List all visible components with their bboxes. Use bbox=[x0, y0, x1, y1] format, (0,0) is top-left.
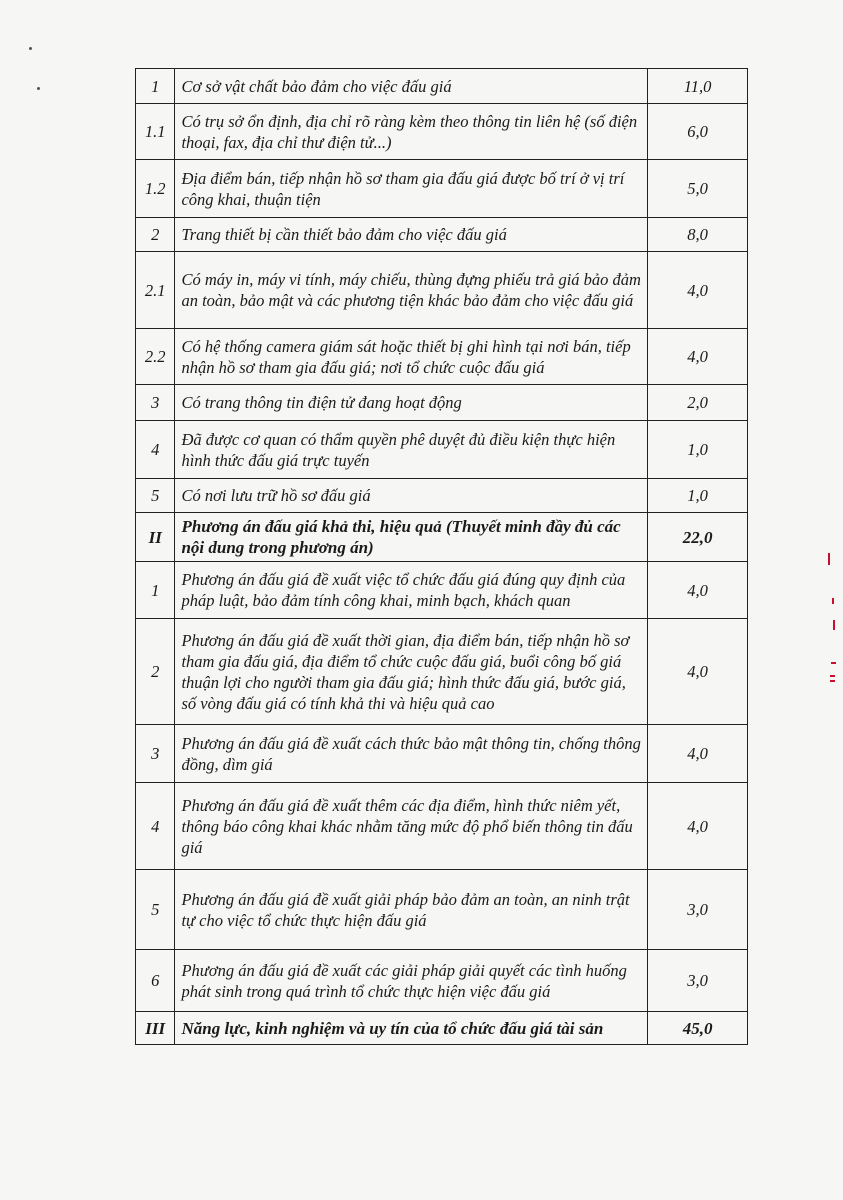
row-number: II bbox=[136, 513, 175, 562]
row-number: 4 bbox=[136, 783, 175, 870]
table-row bbox=[136, 252, 748, 329]
row-score: 4,0 bbox=[648, 619, 748, 725]
scan-speck bbox=[37, 87, 40, 90]
row-content: Phương án đấu giá đề xuất thời gian, địa điểm bán, tiếp nhận hồ sơ tham gia đấu giá, địa điểm tổ chức cuộc đấu giá, buổi công bố giá thuận lợi cho người tham gia đấu giá; hình thức đấu giá, bước giá, số vòng đấu giá có tính khả thi và hiệu quả cao bbox=[175, 619, 648, 725]
row-content: Phương án đấu giá đề xuất thêm các địa điểm, hình thức niêm yết, thông báo công khai khác nhằm tăng mức độ phổ biến thông tin đấu giá bbox=[175, 783, 648, 870]
row-number: 1.2 bbox=[136, 160, 175, 218]
row-score: 22,0 bbox=[648, 513, 748, 562]
row-content: Có hệ thống camera giám sát hoặc thiết bị ghi hình tại nơi bán, tiếp nhận hồ sơ tham gia đấu giá; nơi tổ chức cuộc đấu giá bbox=[175, 329, 648, 385]
row-content: Phương án đấu giá đề xuất việc tổ chức đấu giá đúng quy định của pháp luật, bảo đảm tính công khai, minh bạch, khách quan bbox=[175, 562, 648, 619]
edge-mark bbox=[831, 662, 836, 664]
row-score: 3,0 bbox=[648, 950, 748, 1012]
row-content: Có trụ sở ổn định, địa chỉ rõ ràng kèm theo thông tin liên hệ (số điện thoại, fax, địa chỉ thư điện tử...) bbox=[175, 104, 648, 160]
row-score: 3,0 bbox=[648, 870, 748, 950]
row-score: 4,0 bbox=[648, 329, 748, 385]
table-row bbox=[136, 562, 748, 619]
row-score: 2,0 bbox=[648, 385, 748, 421]
row-score: 4,0 bbox=[648, 783, 748, 870]
edge-mark bbox=[832, 598, 834, 604]
row-score: 5,0 bbox=[648, 160, 748, 218]
row-content: Có máy in, máy vi tính, máy chiếu, thùng đựng phiếu trả giá bảo đảm an toàn, bảo mật và các phương tiện khác bảo đảm cho việc đấu giá bbox=[175, 252, 648, 329]
table-row bbox=[136, 513, 748, 562]
row-content: Trang thiết bị cần thiết bảo đảm cho việc đấu giá bbox=[175, 218, 648, 252]
row-score: 45,0 bbox=[648, 1012, 748, 1045]
row-score: 4,0 bbox=[648, 562, 748, 619]
edge-mark bbox=[828, 553, 830, 565]
row-number: 3 bbox=[136, 725, 175, 783]
table-row bbox=[136, 69, 748, 104]
row-content: Đã được cơ quan có thẩm quyền phê duyệt đủ điều kiện thực hiện hình thức đấu giá trực tuyến bbox=[175, 421, 648, 479]
row-content: Phương án đấu giá đề xuất giải pháp bảo đảm an toàn, an ninh trật tự cho việc tổ chức thực hiện đấu giá bbox=[175, 870, 648, 950]
row-number: 4 bbox=[136, 421, 175, 479]
row-score: 8,0 bbox=[648, 218, 748, 252]
row-score: 4,0 bbox=[648, 252, 748, 329]
table-row bbox=[136, 385, 748, 421]
row-content: Phương án đấu giá khả thi, hiệu quả (Thuyết minh đầy đủ các nội dung trong phương án) bbox=[175, 513, 648, 562]
table-row bbox=[136, 479, 748, 513]
row-score: 11,0 bbox=[648, 69, 748, 104]
table-row bbox=[136, 218, 748, 252]
criteria-table bbox=[135, 68, 748, 1045]
row-content: Năng lực, kinh nghiệm và uy tín của tổ chức đấu giá tài sản bbox=[175, 1012, 648, 1045]
row-number: 5 bbox=[136, 479, 175, 513]
table-row bbox=[136, 1012, 748, 1045]
row-number: 1 bbox=[136, 69, 175, 104]
table-row bbox=[136, 950, 748, 1012]
row-number: 3 bbox=[136, 385, 175, 421]
row-score: 1,0 bbox=[648, 479, 748, 513]
row-number: 1.1 bbox=[136, 104, 175, 160]
table-row bbox=[136, 619, 748, 725]
row-number: 5 bbox=[136, 870, 175, 950]
edge-mark bbox=[833, 620, 835, 630]
row-content: Phương án đấu giá đề xuất cách thức bảo mật thông tin, chống thông đồng, dìm giá bbox=[175, 725, 648, 783]
scan-speck bbox=[29, 47, 32, 50]
row-content: Có nơi lưu trữ hồ sơ đấu giá bbox=[175, 479, 648, 513]
row-number: 1 bbox=[136, 562, 175, 619]
edge-mark bbox=[830, 680, 835, 682]
table-row bbox=[136, 160, 748, 218]
row-score: 6,0 bbox=[648, 104, 748, 160]
table-row bbox=[136, 783, 748, 870]
row-number: 2 bbox=[136, 619, 175, 725]
row-content: Địa điểm bán, tiếp nhận hồ sơ tham gia đấu giá được bố trí ở vị trí công khai, thuận tiện bbox=[175, 160, 648, 218]
row-content: Có trang thông tin điện tử đang hoạt động bbox=[175, 385, 648, 421]
row-number: III bbox=[136, 1012, 175, 1045]
row-number: 2.2 bbox=[136, 329, 175, 385]
row-score: 4,0 bbox=[648, 725, 748, 783]
table-row bbox=[136, 421, 748, 479]
table-row bbox=[136, 329, 748, 385]
row-number: 2 bbox=[136, 218, 175, 252]
row-content: Phương án đấu giá đề xuất các giải pháp giải quyết các tình huống phát sinh trong quá trình tổ chức thực hiện việc đấu giá bbox=[175, 950, 648, 1012]
row-score: 1,0 bbox=[648, 421, 748, 479]
table-row bbox=[136, 870, 748, 950]
row-number: 2.1 bbox=[136, 252, 175, 329]
edge-mark bbox=[830, 675, 835, 677]
table-row bbox=[136, 104, 748, 160]
row-number: 6 bbox=[136, 950, 175, 1012]
table-row bbox=[136, 725, 748, 783]
row-content: Cơ sở vật chất bảo đảm cho việc đấu giá bbox=[175, 69, 648, 104]
